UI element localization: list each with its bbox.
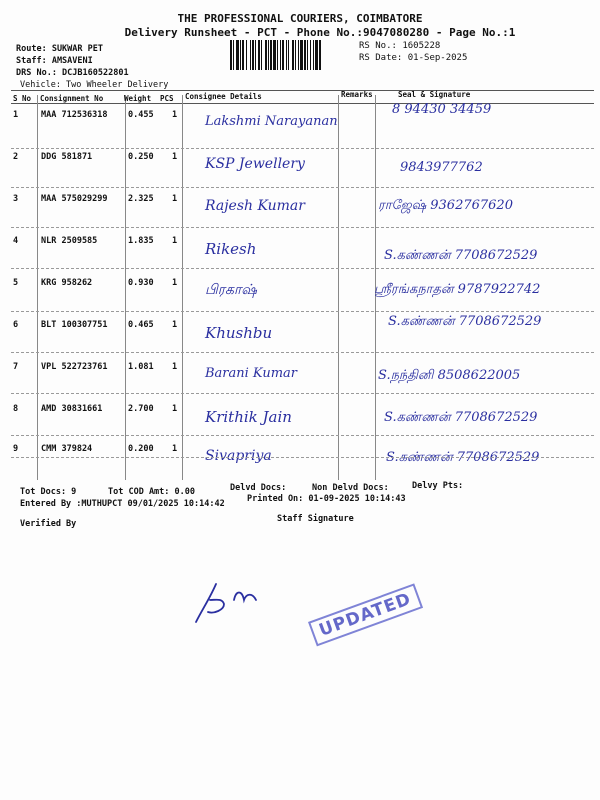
row-weight: 0.930 — [128, 278, 154, 288]
delivery-points: Delvy Pts: — [412, 481, 464, 491]
rs-number: RS No.: 1605228 — [359, 41, 441, 51]
row-signature-handwritten: S.கண்ணன் 7708672529 — [384, 410, 538, 425]
col-header-consignee: Consignee Details — [185, 92, 262, 101]
row-pcs: 1 — [172, 110, 178, 120]
row-weight: 0.250 — [128, 152, 154, 162]
row-consignee-handwritten: Krithik Jain — [205, 408, 292, 426]
barcode-bar — [233, 40, 234, 70]
barcode-bar — [319, 40, 321, 70]
row-signature-handwritten: S.கண்ணன் 7708672529 — [384, 248, 538, 263]
col-header-pcs: PCS — [160, 94, 174, 103]
row-signature-handwritten: S.கண்ணன் 7708672529 — [386, 450, 540, 465]
total-cod-amount: Tot COD Amt: 0.00 — [108, 487, 195, 497]
row-pcs: 1 — [172, 444, 178, 454]
row-weight: 2.700 — [128, 404, 154, 414]
barcode-bar — [252, 40, 254, 70]
row-consignee-handwritten: Rikesh — [205, 240, 257, 258]
barcode-bar — [313, 40, 314, 70]
row-consignee-handwritten: Sivapriya — [205, 448, 272, 464]
barcode-bar — [304, 40, 306, 70]
row-consignment-no: BLT 100307751 — [41, 320, 108, 330]
barcode-bar — [240, 40, 241, 70]
row-consignee-handwritten: Khushbu — [205, 324, 273, 342]
barcode-bar — [286, 40, 287, 70]
document-subtitle: Delivery Runsheet - PCT - Phone No.:9047080280 - Page No.:1 — [124, 26, 516, 39]
row-signature-handwritten: S.கண்ணன் 7708672529 — [388, 314, 542, 329]
barcode-bar — [288, 40, 289, 70]
row-consignee-handwritten: Lakshmi Narayanan — [205, 114, 338, 129]
row-weight: 0.455 — [128, 110, 154, 120]
staff-label: Staff: AMSAVENI — [16, 56, 93, 66]
staff-signature-label: Staff Signature — [277, 514, 354, 524]
row-weight: 1.835 — [128, 236, 154, 246]
drs-number: DRS No.: DCJB160522801 — [16, 68, 129, 78]
row-signature-handwritten: 9843977762 — [400, 160, 483, 175]
column-divider — [125, 95, 126, 480]
barcode-bar — [307, 40, 308, 70]
document-title: THE PROFESSIONAL COURIERS, COIMBATORE — [177, 12, 423, 25]
barcode-bar — [270, 40, 272, 70]
updated-stamp — [308, 584, 423, 647]
row-pcs: 1 — [172, 236, 178, 246]
row-consignee-handwritten: Rajesh Kumar — [205, 198, 305, 214]
column-divider — [338, 95, 339, 480]
vehicle-label: Vehicle: Two Wheeler Delivery — [20, 80, 169, 90]
row-sno: 6 — [13, 320, 19, 330]
row-sno: 3 — [13, 194, 19, 204]
stamp-text: UPDATED — [308, 584, 423, 647]
barcode-bar — [236, 40, 239, 70]
row-pcs: 1 — [172, 404, 178, 414]
col-header-consignment: Consignment No — [40, 94, 104, 103]
row-weight: 0.200 — [128, 444, 154, 454]
entered-by: Entered By :MUTHUPCT 09/01/2025 10:14:42 — [20, 499, 225, 509]
row-separator — [11, 435, 594, 436]
row-consignment-no: AMD 30831661 — [41, 404, 103, 414]
row-signature-handwritten: ராஜேஷ் 9362767620 — [378, 198, 513, 213]
row-pcs: 1 — [172, 152, 178, 162]
row-consignee-handwritten: பிரகாஷ் — [205, 282, 257, 298]
row-pcs: 1 — [172, 320, 178, 330]
barcode-bar — [298, 40, 299, 70]
barcode-bar — [280, 40, 281, 70]
row-weight: 1.081 — [128, 362, 154, 372]
barcode-bar — [258, 40, 260, 70]
row-signature-handwritten: ஸ்ரீரங்கநாதன் 9787922742 — [374, 282, 541, 297]
barcode-bar — [268, 40, 269, 70]
column-divider — [182, 95, 183, 480]
row-consignment-no: VPL 522723761 — [41, 362, 108, 372]
row-consignment-no: MAA 575029299 — [41, 194, 108, 204]
barcode-bar — [242, 40, 244, 70]
row-signature-handwritten: S.நந்தினி 8508622005 — [378, 368, 521, 383]
row-separator — [11, 393, 594, 394]
verified-by-label: Verified By — [20, 519, 77, 529]
row-sno: 7 — [13, 362, 19, 372]
row-sno: 5 — [13, 278, 19, 288]
row-weight: 0.465 — [128, 320, 154, 330]
row-consignment-no: DDG 581871 — [41, 152, 93, 162]
row-sno: 8 — [13, 404, 19, 414]
staff-signature-scribble — [190, 570, 270, 630]
barcode-bar — [292, 40, 294, 70]
table-header-rule — [11, 103, 594, 104]
row-pcs: 1 — [172, 278, 178, 288]
row-consignment-no: KRG 958262 — [41, 278, 93, 288]
row-consignee-handwritten: KSP Jewellery — [205, 156, 305, 172]
barcode-bar — [277, 40, 278, 70]
route-label: Route: SUKWAR PET — [16, 44, 103, 54]
row-sno: 1 — [13, 110, 19, 120]
row-separator — [11, 227, 594, 228]
col-header-weight: Weight — [124, 94, 152, 103]
barcode-bar — [255, 40, 256, 70]
row-consignment-no: MAA 712536318 — [41, 110, 108, 120]
barcode-bar — [282, 40, 284, 70]
barcode-bar — [230, 40, 232, 70]
barcode-bar — [265, 40, 267, 70]
row-separator — [11, 187, 594, 188]
col-header-remarks: Remarks — [341, 90, 373, 99]
delivered-docs: Delvd Docs: — [230, 483, 287, 493]
row-separator — [11, 352, 594, 353]
barcode-bar — [246, 40, 247, 70]
total-docs: Tot Docs: 9 — [20, 487, 77, 497]
row-signature-handwritten: 8 94430 34459 — [392, 102, 492, 117]
column-divider — [37, 95, 38, 480]
row-sno: 4 — [13, 236, 19, 246]
barcode-bar — [300, 40, 303, 70]
row-consignment-no: CMM 379824 — [41, 444, 93, 454]
barcode-bar — [250, 40, 251, 70]
row-weight: 2.325 — [128, 194, 154, 204]
row-pcs: 1 — [172, 194, 178, 204]
barcode-bar — [261, 40, 262, 70]
barcode-bar — [295, 40, 296, 70]
row-separator — [11, 268, 594, 269]
rs-date: RS Date: 01-Sep-2025 — [359, 53, 468, 63]
barcode-bar — [310, 40, 311, 70]
row-sno: 2 — [13, 152, 19, 162]
row-separator — [11, 311, 594, 312]
barcode-bar — [273, 40, 276, 70]
barcode-bar — [315, 40, 318, 70]
row-consignment-no: NLR 2509585 — [41, 236, 98, 246]
col-header-signature: Seal & Signature — [398, 90, 471, 99]
non-delivered-docs: Non Delvd Docs: — [312, 483, 389, 493]
row-separator — [11, 148, 594, 149]
table-top-rule — [11, 90, 594, 91]
row-sno: 9 — [13, 444, 19, 454]
barcode — [230, 40, 355, 70]
row-consignee-handwritten: Barani Kumar — [205, 366, 298, 381]
row-pcs: 1 — [172, 362, 178, 372]
printed-on: Printed On: 01-09-2025 10:14:43 — [247, 494, 406, 504]
row-separator — [11, 457, 594, 458]
col-header-sno: S No — [13, 94, 32, 103]
